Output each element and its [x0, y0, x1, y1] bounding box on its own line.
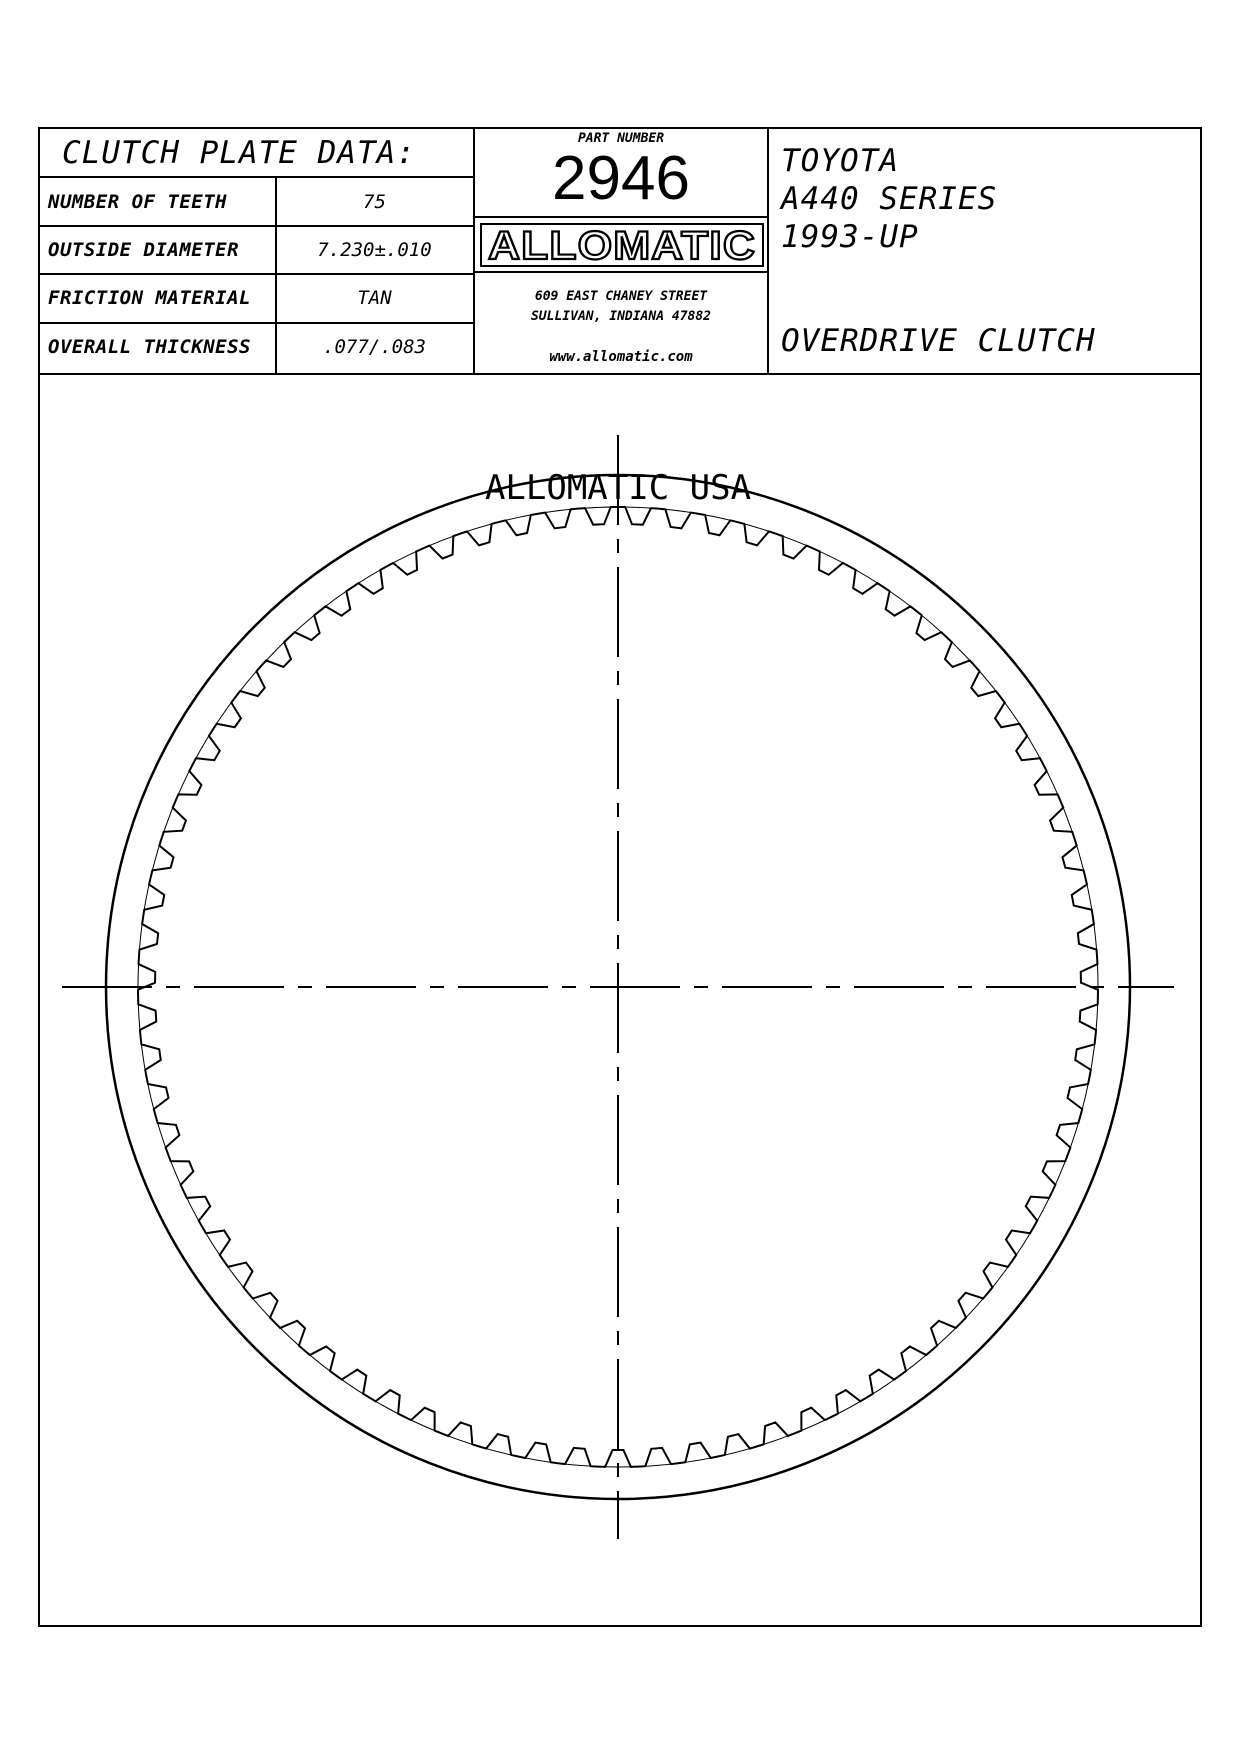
- thickness-value: .077/.083: [323, 336, 426, 358]
- divider: [473, 216, 767, 218]
- clutch-plate-drawing: [40, 373, 1200, 1625]
- application: OVERDRIVE CLUTCH: [781, 323, 1096, 359]
- address-line-2: SULLIVAN, INDIANA 47882: [530, 309, 711, 324]
- drawing-sheet: [38, 127, 1202, 1627]
- address-line-1: 609 EAST CHANEY STREET: [534, 289, 708, 304]
- material-label: FRICTION MATERIAL: [48, 287, 251, 309]
- years: 1993-UP: [781, 219, 919, 255]
- data-table-title: CLUTCH PLATE DATA:: [62, 135, 416, 171]
- website: www.allomatic.com: [549, 349, 693, 365]
- material-value: TAN: [357, 287, 392, 309]
- vehicle-make: TOYOTA: [781, 143, 899, 179]
- allomatic-logo: [480, 223, 764, 267]
- divider: [473, 271, 767, 273]
- thickness-label: OVERALL THICKNESS: [48, 336, 251, 358]
- divider: [767, 129, 769, 373]
- logo-text: ALLOMATIC: [488, 224, 756, 267]
- diameter-value: 7.230±.010: [317, 239, 432, 261]
- diameter-label: OUTSIDE DIAMETER: [48, 239, 240, 261]
- divider: [40, 322, 473, 324]
- teeth-label: NUMBER OF TEETH: [48, 191, 228, 213]
- divider: [40, 273, 473, 275]
- part-number-label: PART NUMBER: [577, 131, 665, 146]
- teeth-value: 75: [363, 191, 386, 213]
- divider: [40, 225, 473, 227]
- arc-text: ALLOMATIC USA: [484, 468, 752, 508]
- divider: [40, 176, 473, 178]
- series: A440 SERIES: [781, 181, 998, 217]
- title-block: [40, 129, 1200, 375]
- part-number: 2946: [552, 144, 690, 213]
